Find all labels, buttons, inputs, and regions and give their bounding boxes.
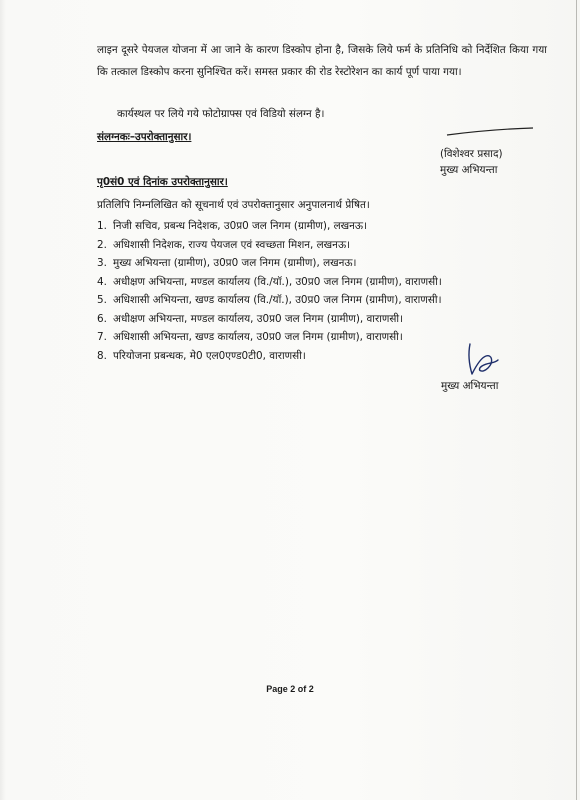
list-item xyxy=(97,236,442,255)
list-item-number: 6. xyxy=(97,312,107,325)
list-item xyxy=(97,254,442,273)
list-item-number: 7. xyxy=(97,331,107,343)
enclosure-line: संलग्नकः–उपरोक्तानुसार। xyxy=(97,131,192,143)
list-item-number: 1. xyxy=(97,220,107,232)
list-item-number: 2. xyxy=(97,238,107,251)
body-paragraph-1: लाइन दूसरे पेयजल योजना में आ जाने के कारण डिस्कोप होना है, जिसके लिये फर्म के प्रतिनिधि को निर्देशित किया गया कि तत्काल डिस्कोप करना सुनिश्चित करें। समस्त प्रकार की रोड रेस्टोरेशन का कार्य पूर्ण पाया गया। xyxy=(97,44,547,78)
list-item-number: 4. xyxy=(97,275,107,288)
list-item-text: अधिशासी अभियन्ता, खण्ड कार्यालय (वि./यॉ.), उ0प्र0 जल निगम (ग्रामीण), वाराणसी। xyxy=(113,294,442,306)
list-item xyxy=(97,347,442,366)
copy-heading: पृ0सं0 एवं दिनांक उपरोक्तानुसार। xyxy=(97,176,228,188)
body-paragraph-2: कार्यस्थल पर लिये गये फोटोग्राफ्स एवं विडियो संलग्न है। xyxy=(117,108,325,120)
list-item-text: अधिशासी निदेशक, राज्य पेयजल एवं स्वच्छता मिशन, लखनऊ। xyxy=(113,238,351,251)
copy-designation: मुख्य अभियन्ता xyxy=(441,380,499,392)
list-item-number: 3. xyxy=(97,257,107,269)
list-item-text: मुख्य अभियन्ता (ग्रामीण), उ0प्र0 जल निगम (ग्रामीण), लखनऊ। xyxy=(113,257,357,269)
list-item-text: अधीक्षण अभियन्ता, मण्डल कार्यालय, उ0प्र0 जल निगम (ग्रामीण), वाराणसी। xyxy=(113,312,404,325)
recipient-list xyxy=(97,217,442,365)
page-number: Page 2 of 2 xyxy=(266,684,314,694)
list-item-text: अधिशासी अभियन्ता, खण्ड कार्यालय, उ0प्र0 जल निगम (ग्रामीण), वाराणसी। xyxy=(113,331,403,343)
list-item-text: अधीक्षण अभियन्ता, मण्डल कार्यालय (वि./यॉ.), उ0प्र0 जल निगम (ग्रामीण), वाराणसी। xyxy=(113,275,442,288)
handwritten-signature xyxy=(462,340,502,382)
signatory-designation: मुख्य अभियन्ता xyxy=(440,164,498,176)
signature-stroke xyxy=(445,126,535,138)
list-item-text: परियोजना प्रबन्धक, मे0 एल0एण्ड0टी0, वाराणसी। xyxy=(113,349,306,362)
signatory-name: (विशेश्वर प्रसाद) xyxy=(440,148,503,160)
list-item xyxy=(97,291,442,310)
list-item xyxy=(97,273,442,292)
list-item xyxy=(97,328,442,347)
list-item-number: 5. xyxy=(97,294,107,306)
copy-intro: प्रतिलिपि निम्नलिखित को सूचनार्थ एवं उपरोक्तानुसार अनुपालनार्थ प्रेषित। xyxy=(97,199,370,211)
list-item xyxy=(97,310,442,329)
list-item-text: निजी सचिव, प्रबन्ध निदेशक, उ0प्र0 जल निगम (ग्रामीण), लखनऊ। xyxy=(113,220,368,232)
list-item xyxy=(97,217,442,236)
list-item-number: 8. xyxy=(97,349,107,362)
page-edge xyxy=(576,0,577,800)
